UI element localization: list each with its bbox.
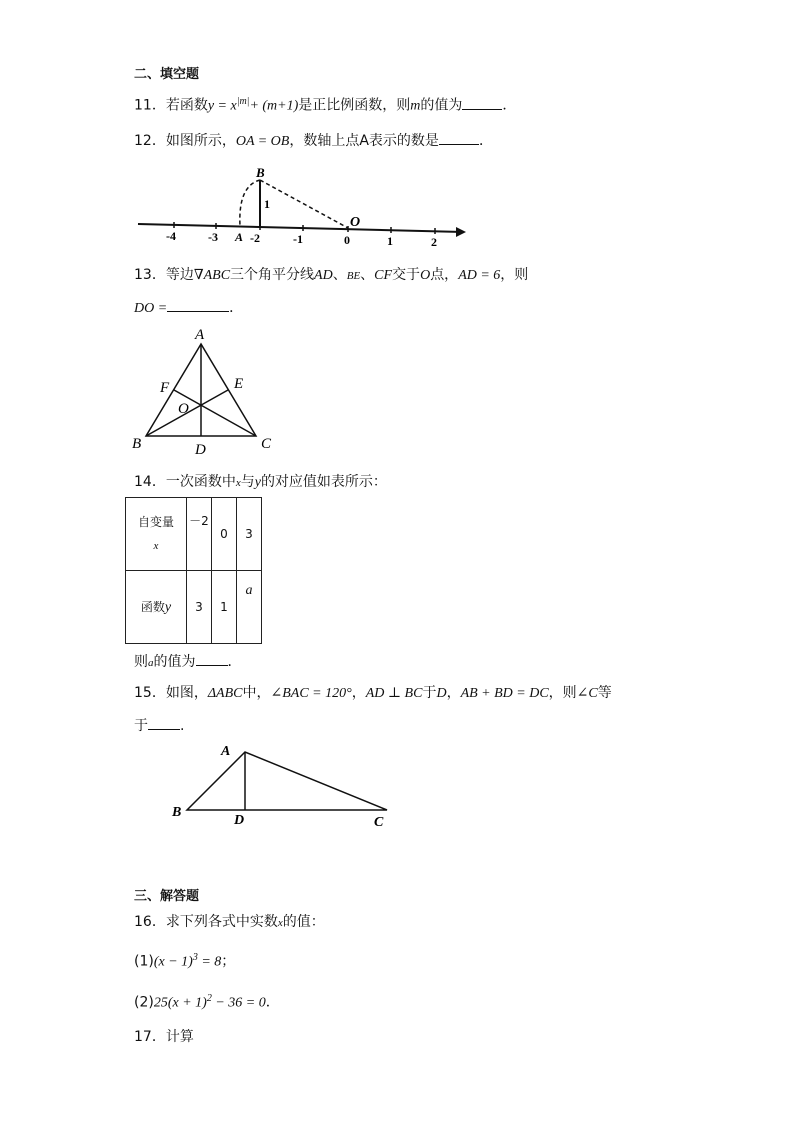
formula: AD ⊥ BC [365,686,423,701]
table-cell: －2 [187,498,212,571]
question-14-answer [134,651,242,673]
question-text: 若函数 [165,97,208,114]
part-label: (2) [134,994,154,1011]
label-point-a: A [235,230,244,244]
question-text: 一次函数中 [165,474,236,490]
question-text: 中， [242,685,271,701]
table-row [126,571,262,644]
table-cell [126,571,187,644]
question-text: ，则 [500,267,529,283]
tick-label: -1 [293,232,303,246]
formula: BE [346,270,361,282]
question-text: 于 [134,718,148,734]
question-number: 12． [134,133,166,149]
question-text: 的对应值如表所示： [260,474,387,490]
number-line-figure [130,160,475,250]
question-text: 的值： [282,914,325,930]
question-14 [134,472,387,493]
segment-ob-dashed [260,180,348,228]
punct: ． [265,994,280,1011]
variable: x [277,917,283,929]
formula: ∠C [576,686,598,701]
formula: y = x [207,98,237,114]
row-label: 自变量 [137,515,174,529]
punct: ． [227,654,242,670]
formula: = 8 [197,954,222,970]
label-point-c: C [374,815,384,830]
answer-blank[interactable] [439,130,479,145]
question-text: 计算 [165,1029,194,1045]
formula: DO = [134,301,168,316]
question-16 [134,912,325,933]
question-11 [134,92,516,117]
question-number: 11． [134,97,166,114]
punct: ， [446,685,461,701]
triangle-abc [187,752,387,810]
formula: − 36 = 0 [211,995,266,1011]
variable: D [436,686,447,701]
table-cell [126,498,187,571]
question-number: 15． [134,685,166,701]
label-point-a: A [195,327,205,343]
formula: OA = OB [235,134,290,149]
table-cell: 1 [212,571,237,644]
arc-dashed [240,180,260,226]
answer-blank[interactable] [148,715,180,730]
punct: ； [221,953,236,970]
row-label-variable: y [164,600,172,615]
question-text: 等 [597,685,612,701]
question-text: 点， [430,267,459,283]
exponent: 2 [206,993,212,1004]
question-16-part-2 [134,989,280,1014]
exponent: |m| [236,96,250,107]
part-label: (1) [134,953,154,970]
question-13-line2 [134,297,243,319]
answer-blank[interactable] [167,297,229,312]
question-13 [134,265,528,286]
question-number: 13． [134,267,166,283]
question-text: 于 [422,685,437,701]
question-17 [134,1027,194,1047]
punct: 、 [332,267,347,283]
question-text: 是正比例函数，则 [298,97,411,114]
question-text: 求下列各式中实数 [165,914,278,930]
label-point-o: O [178,401,189,417]
variable: m [410,98,421,114]
label-point-c: C [261,436,272,452]
formula: AD = 6 [458,268,501,283]
formula: AD [314,268,333,283]
label-point-b: B [256,165,265,180]
question-15-line2 [134,715,184,736]
label-point-d: D [234,813,245,828]
question-text: 则 [134,654,148,670]
question-text: 如图， [165,685,208,701]
question-number: 14． [134,474,166,490]
question-number: 17． [134,1029,166,1045]
question-number: 16． [134,914,166,930]
formula: CF [374,268,393,283]
row-label: 函数 [140,600,165,614]
formula: ΔABC [207,686,243,701]
label-point-d: D [195,442,206,458]
triangle-abc-figure [165,738,400,833]
question-16-part-1 [134,948,235,973]
label-point-e: E [234,376,244,392]
exponent: 3 [192,952,198,963]
question-text: 如图所示， [165,133,236,149]
punct: ． [502,97,517,114]
question-15 [134,683,612,704]
punct: 、 [360,267,375,283]
table-cell: a [237,571,262,644]
arrow-icon [456,227,466,237]
tick-label: 2 [431,235,437,249]
variable: a [148,657,154,669]
label-point-b: B [172,805,182,820]
question-text: 等边 [165,267,194,283]
formula: (x − 1) [153,954,193,970]
question-text: ，则 [548,685,577,701]
label-length-one: 1 [264,197,270,211]
punct: ． [229,300,244,316]
answer-blank[interactable] [196,651,228,666]
formula: + (m+1) [249,98,299,114]
table-row [126,498,262,571]
question-text: 与 [240,474,255,490]
punct: ． [478,133,493,149]
section-title-solve: 三、解答题 [134,889,200,904]
formula: AB + BD = DC [460,686,549,701]
tick-label: -3 [208,230,218,244]
formula: ∠BAC = 120° [270,686,352,701]
question-text: 的值为 [420,97,463,114]
variable: O [420,268,431,283]
label-point-o: O [350,215,361,230]
section-title-fill-in: 二、填空题 [134,67,200,82]
question-12 [134,130,493,152]
table-cell: 3 [187,571,212,644]
tick-label: 1 [387,234,393,248]
table-cell: 3 [237,498,262,571]
variable: y [254,475,261,490]
formula: 25(x + 1) [153,995,207,1011]
question-text: ，数轴上点A表示的数是 [289,133,439,149]
punct: ， [351,685,366,701]
row-label-variable: x [153,540,159,552]
tick-label: -2 [250,231,260,245]
tick-label: 0 [344,233,350,247]
question-text: 的值为 [153,654,196,670]
equilateral-triangle-figure [128,322,288,458]
variable: x [235,477,241,489]
label-point-b: B [132,436,142,452]
label-point-a: A [221,744,231,759]
tick-label: -4 [166,229,176,243]
label-point-f: F [160,380,170,396]
question-text: 交于 [392,267,421,283]
table-cell: 0 [212,498,237,571]
question-text: 三个角平分线 [230,267,315,283]
answer-blank[interactable] [462,95,502,110]
formula: ∇ABC [193,268,231,283]
punct: . [180,718,185,734]
number-line-axis [138,224,463,232]
value-table [125,497,262,644]
